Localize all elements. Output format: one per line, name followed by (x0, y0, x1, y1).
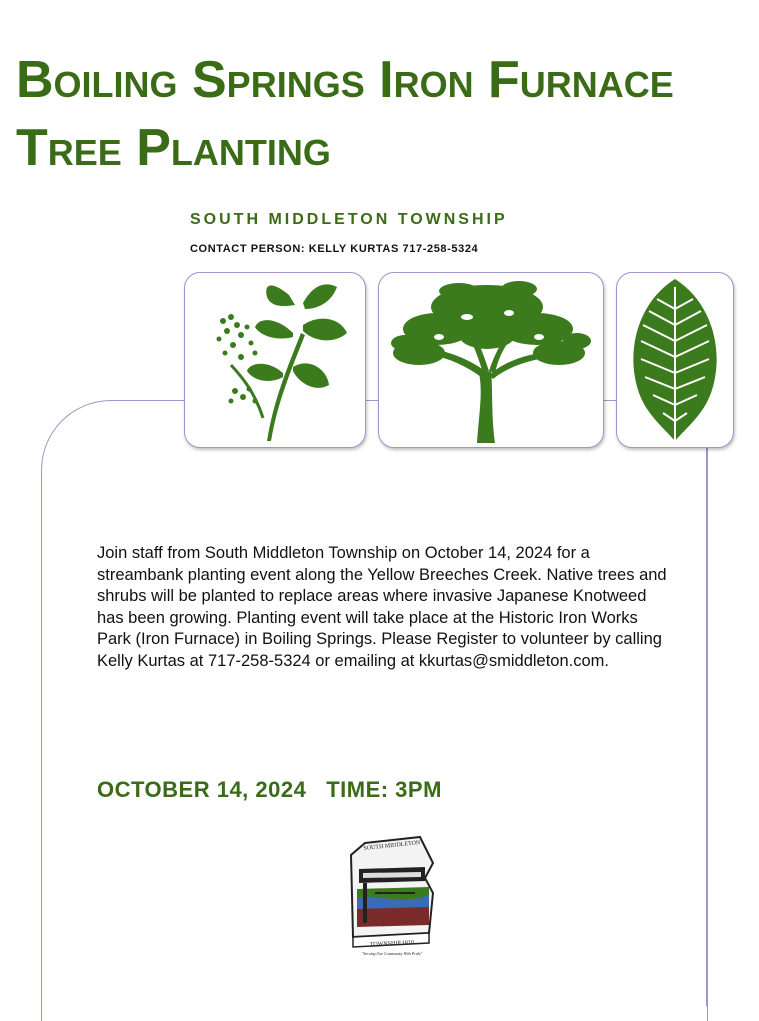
organization-name: SOUTH MIDDLETON TOWNSHIP (190, 211, 508, 228)
page-title-line-2: Tree Planting (16, 119, 331, 177)
image-card-leaf (616, 272, 734, 448)
leaf-icon (617, 273, 733, 447)
event-date-time: OCTOBER 14, 2024 TIME: 3PM (97, 777, 442, 802)
svg-text:TOWNSHIP 1810: TOWNSHIP 1810 (369, 939, 415, 949)
contact-line: CONTACT PERSON: KELLY KURTAS 717-258-5324 (190, 243, 479, 255)
page-title-line-1: Boiling Springs Iron Furnace (16, 51, 674, 109)
plant-branch-icon (185, 273, 365, 447)
svg-text:"Serving Our Community With Pr: "Serving Our Community With Pride" (361, 951, 423, 956)
image-card-plant (184, 272, 366, 448)
image-card-tree (378, 272, 604, 448)
content-frame-edge (706, 446, 708, 1006)
event-description: Join staff from South Middleton Township on October 14, 2024 for a streambank planting event along the Yellow Breeches Creek. Native trees and shrubs will be planted to replace areas where invasive Japanese Knotweed has been growing. Planting event will take place at the Historic Iron Works Park (Iron Furnace) in Boiling Springs. Please Register to volunteer by calling Kelly Kurtas at 717-258-5324 or emailing at kkurtas@smiddleton.com. (97, 544, 667, 670)
svg-text:SOUTH MIDDLETON: SOUTH MIDDLETON (363, 840, 421, 852)
tree-icon (379, 273, 603, 447)
township-seal-logo (345, 833, 440, 958)
